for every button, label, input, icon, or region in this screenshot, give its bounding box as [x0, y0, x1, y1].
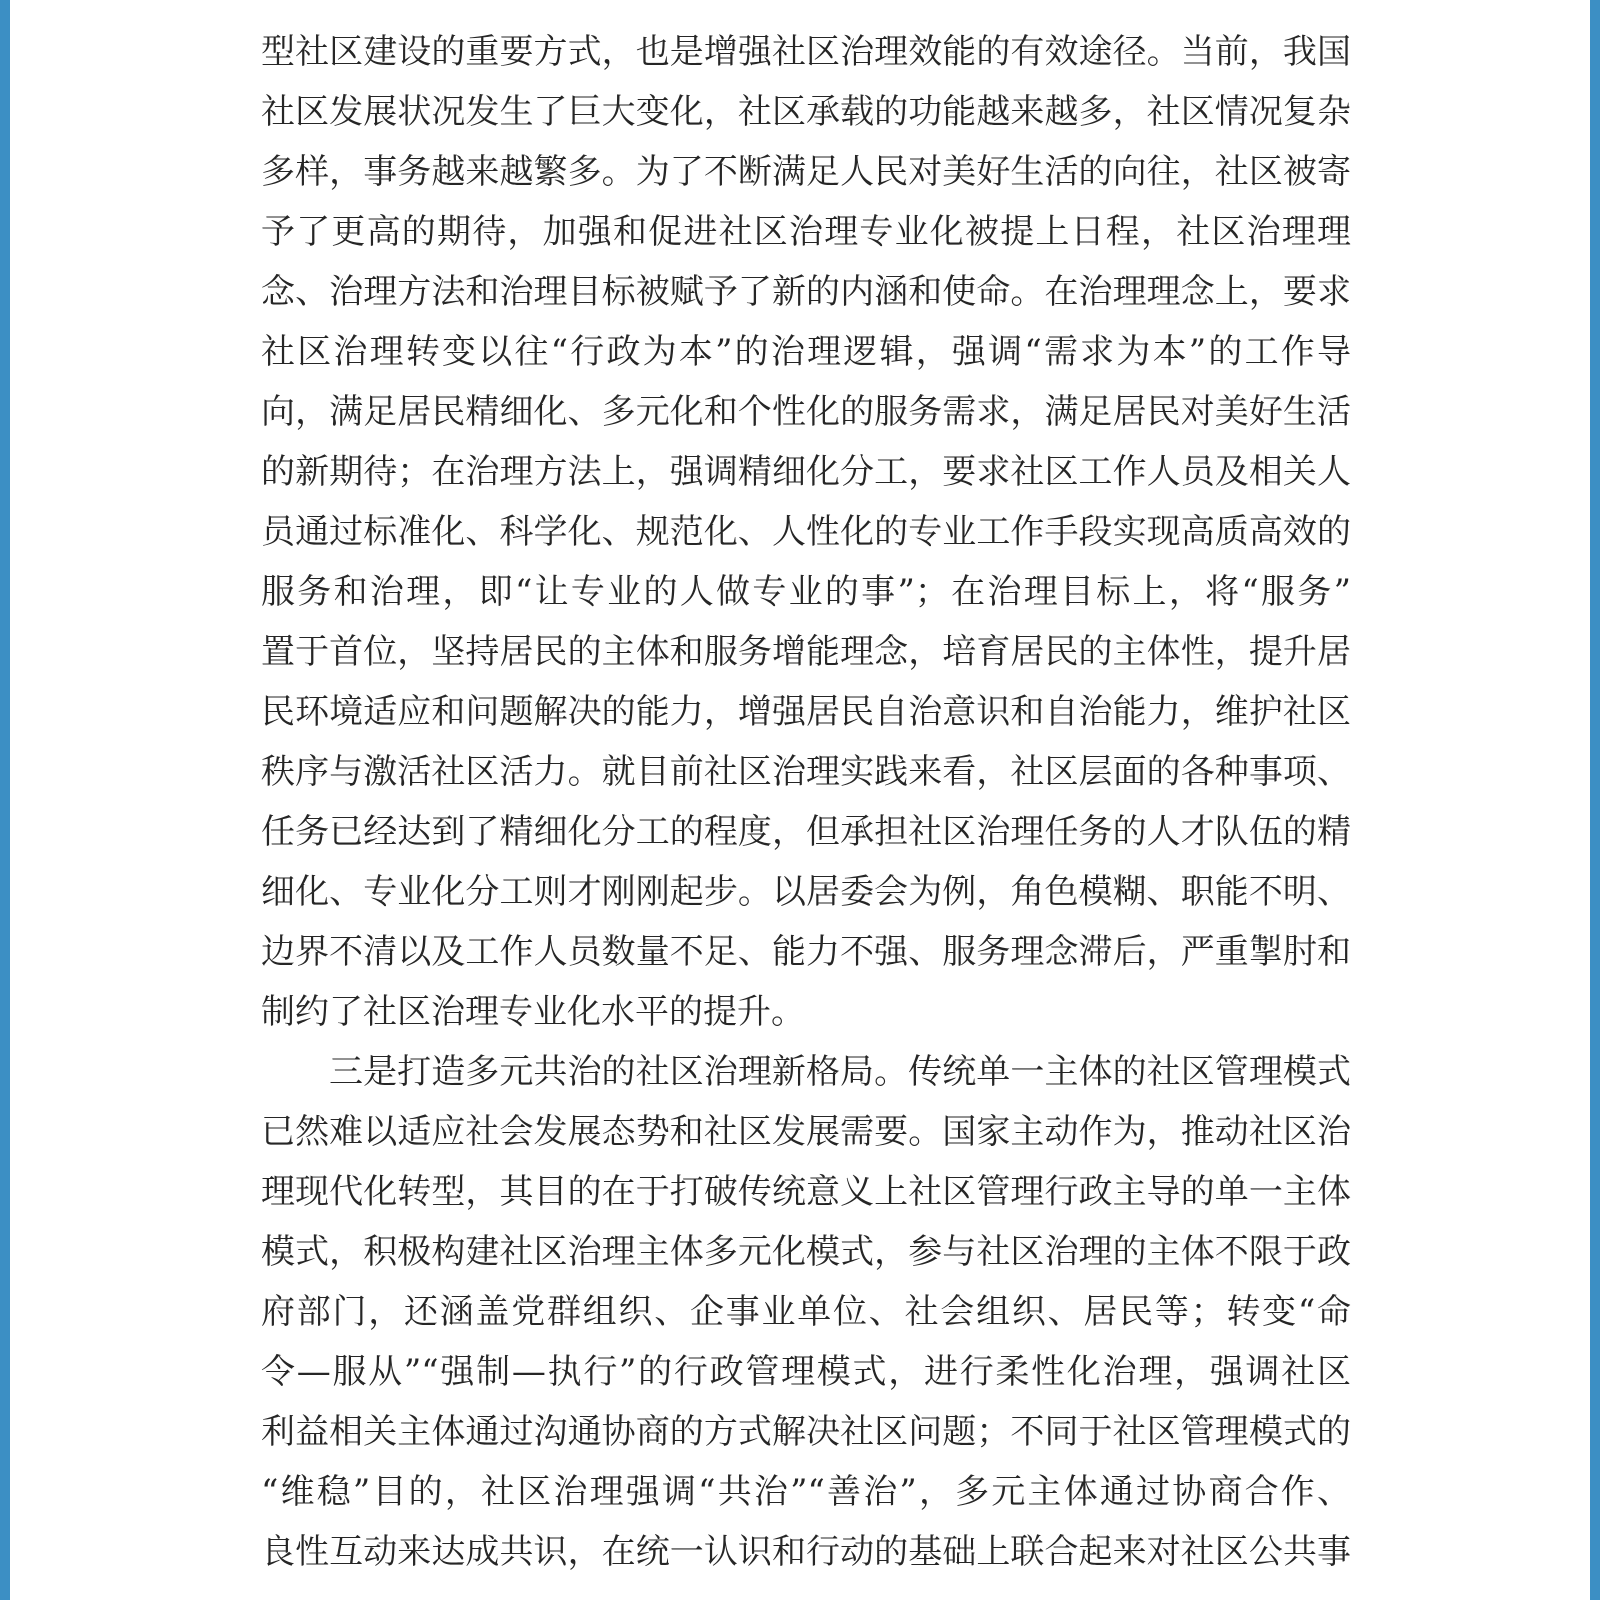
text-line: 任务已经达到了精细化分工的程度，但承担社区治理任务的人才队伍的精	[261, 812, 1351, 852]
text-line: 理现代化转型，其目的在于打破传统意义上社区管理行政主导的单一主体	[261, 1172, 1351, 1212]
text-line: 服务和治理，即“让专业的人做专业的事”；在治理目标上，将“服务”	[261, 572, 1351, 612]
text-line: “维稳”目的，社区治理强调“共治”“善治”，多元主体通过协商合作、	[261, 1472, 1351, 1512]
text-line: 社区治理转变以往“行政为本”的治理逻辑，强调“需求为本”的工作导	[261, 332, 1351, 372]
text-line: 令—服从”“强制—执行”的行政管理模式，进行柔性化治理，强调社区	[261, 1352, 1351, 1392]
document-page	[10, 0, 1590, 1600]
paragraph-end-line: 制约了社区治理专业化水平的提升。	[261, 992, 805, 1032]
text-line: 秩序与激活社区活力。就目前社区治理实践来看，社区层面的各种事项、	[261, 752, 1351, 792]
text-line: 良性互动来达成共识，在统一认识和行动的基础上联合起来对社区公共事	[261, 1532, 1351, 1572]
text-line: 边界不清以及工作人员数量不足、能力不强、服务理念滞后，严重掣肘和	[261, 932, 1351, 972]
text-line: 员通过标准化、科学化、规范化、人性化的专业工作手段实现高质高效的	[261, 512, 1351, 552]
text-line: 模式，积极构建社区治理主体多元化模式，参与社区治理的主体不限于政	[261, 1232, 1351, 1272]
paragraph-first-line: 三是打造多元共治的社区治理新格局。传统单一主体的社区管理模式	[329, 1052, 1351, 1092]
text-line: 型社区建设的重要方式，也是增强社区治理效能的有效途径。当前，我国	[261, 32, 1351, 72]
text-line: 已然难以适应社会发展态势和社区发展需要。国家主动作为，推动社区治	[261, 1112, 1351, 1152]
text-line: 社区发展状况发生了巨大变化，社区承载的功能越来越多，社区情况复杂	[261, 92, 1351, 132]
text-line: 多样，事务越来越繁多。为了不断满足人民对美好生活的向往，社区被寄	[261, 152, 1351, 192]
body-text	[261, 22, 1351, 1582]
text-line: 念、治理方法和治理目标被赋予了新的内涵和使命。在治理理念上，要求	[261, 272, 1351, 312]
text-line: 向，满足居民精细化、多元化和个性化的服务需求，满足居民对美好生活	[261, 392, 1351, 432]
text-line: 府部门，还涵盖党群组织、企事业单位、社会组织、居民等；转变“命	[261, 1292, 1351, 1332]
text-line: 予了更高的期待，加强和促进社区治理专业化被提上日程，社区治理理	[261, 212, 1351, 252]
text-line: 细化、专业化分工则才刚刚起步。以居委会为例，角色模糊、职能不明、	[261, 872, 1351, 912]
text-line: 利益相关主体通过沟通协商的方式解决社区问题；不同于社区管理模式的	[261, 1412, 1351, 1452]
text-line: 民环境适应和问题解决的能力，增强居民自治意识和自治能力，维护社区	[261, 692, 1351, 732]
text-line: 的新期待；在治理方法上，强调精细化分工，要求社区工作人员及相关人	[261, 452, 1351, 492]
text-line: 置于首位，坚持居民的主体和服务增能理念，培育居民的主体性，提升居	[261, 632, 1351, 672]
